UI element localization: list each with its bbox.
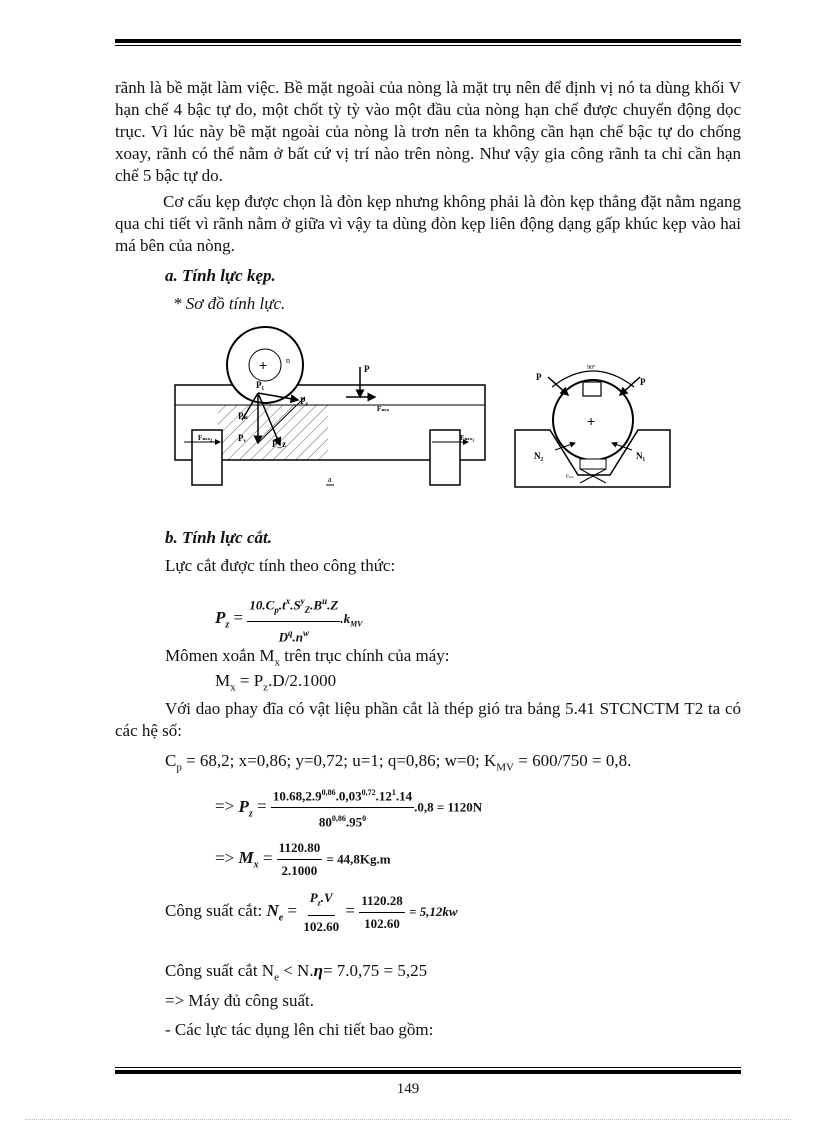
page-number: 149	[396, 1081, 420, 1097]
label-P-right: P	[640, 377, 646, 387]
heading-a: a. Tính lực kẹp.	[165, 266, 276, 285]
label-P-left: P	[536, 372, 542, 382]
label-bottom: Fₘₛ	[566, 475, 574, 480]
power-calc: Công suất cắt: $N_e$ = $\frac{P_z.V}{102.60}$ = $\frac{1120.28}{102.60}$ = 5,12kw	[165, 887, 458, 938]
diagram-caption: * Sơ đồ tính lực.	[173, 294, 286, 313]
label-N1: N₁	[636, 451, 646, 461]
label-Pv: Pᵥ	[238, 433, 247, 443]
moment-formula: $M_x = P_z.D/2.1000$	[215, 671, 337, 694]
force-diagram	[170, 325, 680, 495]
header-rule-thin	[115, 45, 741, 46]
header-rule-thick	[115, 39, 741, 43]
calc-pz: => $P_z$ = $\frac{10.68,2.9^{0,86}.0,03^{0,72}.12^1.14}{80^{0,86}.95^0}$ .0,8 = 1120N	[215, 782, 482, 834]
label-Fms-top: Fₘₛ	[377, 405, 390, 413]
svg-text:+: +	[259, 357, 268, 373]
formula-pz: $P_z$ = $\frac{10.C_p.t^x.S^y_Z.B^u.Z}{D^q.n^w}$ $.k_{MV}$	[215, 590, 363, 648]
forces-intro: - Các lực tác dụng lên chi tiết bao gồm:	[165, 1020, 434, 1039]
label-P1: P₁	[256, 380, 265, 390]
footer-rule-thick	[115, 1070, 741, 1074]
label-a: a	[328, 475, 332, 484]
page-edge	[25, 1119, 791, 1120]
support-right	[430, 430, 460, 485]
paragraph-1: rãnh là bề mặt làm việc. Bề mặt ngoài của nòng là mặt trụ nên để định vị nó ta dùng khối V hạn chế 4 bậc tự do, một chốt tỳ tỳ vào một đầu của nòng hạn chế được chuyển động dọc trục. Vì lúc này bề mặt ngoài của nòng là trơn nên ta không cần hạn chế bậc tự do chống xoay, rãnh có thể nằm ở bất cứ vị trí nào trên nòng. Như vậy gia công rãnh ta chỉ cần hạn chế 5 bậc tự do.	[115, 78, 741, 185]
label-P: P	[364, 364, 370, 374]
paragraph-3: Với dao phay đĩa có vật liệu phần cắt là thép gió tra bảng 5.41 STCNCTM T2 ta có các hệ số:	[115, 699, 741, 740]
label-Py: Pᵧ	[300, 396, 309, 406]
label-Pz: P_z	[272, 439, 286, 449]
label-Fms1: Fₘₛ₁	[460, 434, 475, 442]
conclusion: => Máy đủ công suất.	[165, 991, 315, 1010]
label-n: n	[286, 356, 290, 365]
heading-b: b. Tính lực cắt.	[165, 528, 272, 547]
footer-rule-thin	[115, 1067, 741, 1068]
power-check: Công suất cắt $N_e < N.\eta= 7.0,75 = 5,25$	[165, 961, 428, 984]
calc-mx: => $M_x$ = $\frac{1120.80}{2.1000}$ = 44,8Kg.m	[215, 837, 391, 882]
label-Fms2: Fₘₛ₂	[198, 434, 213, 442]
paragraph-2: Cơ cấu kẹp được chọn là đòn kẹp nhưng không phải là đòn kẹp thẳng đặt nằm ngang qua chi tiết vì rãnh nằm ở giữa vì vậy ta dùng đòn kẹp liên động dạng gấp khúc kẹp vào hai má bên của nòng.	[115, 192, 741, 255]
label-angle: 90°	[587, 365, 596, 371]
formula-intro: Lực cắt được tính theo công thức:	[165, 556, 396, 575]
moment-intro: Mômen xoắn $M_x$ trên trục chính của máy:	[165, 646, 450, 669]
svg-text:+: +	[587, 413, 596, 429]
label-N2: N₂	[534, 451, 544, 461]
label-Pk: Pₖ	[238, 411, 249, 421]
hatched-region	[218, 405, 328, 460]
coefficients: $C_p = 68,2$; x=0,86; y=0,72; u=1; q=0,86; w=0; $K_{MV} = 600/750 = 0,8$.	[165, 751, 632, 774]
